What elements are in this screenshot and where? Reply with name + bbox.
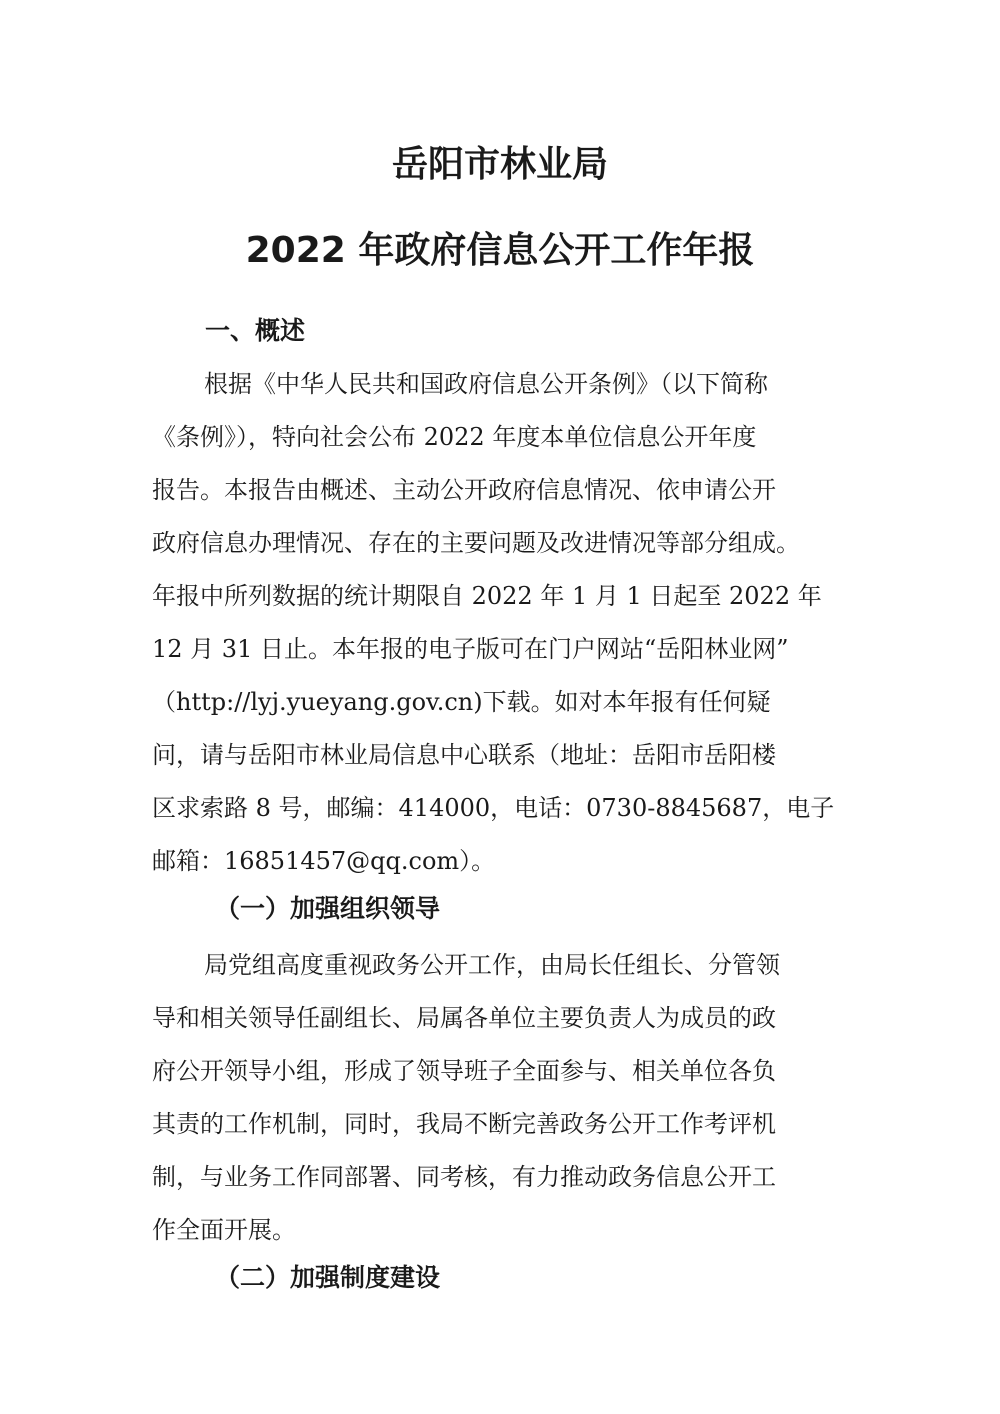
paragraph-line: （http://lyj.yueyang.gov.cn)下载。如对本年报有任何疑 (152, 688, 771, 716)
paragraph-line: 制，与业务工作同部署、同考核，有力推动政务信息公开工 (152, 1163, 776, 1191)
paragraph-line: 报告。本报告由概述、主动公开政府信息情况、依申请公开 (152, 476, 776, 504)
document-title-line2: 2022 年政府信息公开工作年报 (245, 230, 755, 271)
document-title-line1: 岳阳市林业局 (391, 144, 608, 185)
paragraph-line: 《条例》），特向社会公布 2022 年度本单位信息公开年度 (152, 423, 757, 451)
organization-paragraph (152, 939, 852, 1257)
section-heading-overview: 一、概述 (205, 316, 306, 345)
paragraph-line: 导和相关领导任副组长、局属各单位主要负责人为成员的政 (152, 1004, 776, 1032)
subsection-heading-system-building: （二）加强制度建设 (215, 1263, 441, 1292)
paragraph-line: 府公开领导小组，形成了领导班子全面参与、相关单位各负 (152, 1057, 776, 1085)
paragraph-line: 邮箱：16851457@qq.com）。 (152, 847, 496, 875)
paragraph-line: 12 月 31 日止。本年报的电子版可在门户网站“岳阳林业网” (152, 635, 789, 663)
paragraph-line: 其责的工作机制，同时，我局不断完善政务公开工作考评机 (152, 1110, 776, 1138)
overview-paragraph (152, 358, 852, 888)
paragraph-line: 作全面开展。 (152, 1216, 296, 1244)
paragraph-line: 政府信息办理情况、存在的主要问题及改进情况等部分组成。 (152, 529, 800, 557)
paragraph-line: 年报中所列数据的统计期限自 2022 年 1 月 1 日起至 2022 年 (152, 582, 822, 610)
paragraph-line: 根据《中华人民共和国政府信息公开条例》（以下简称 (204, 370, 768, 398)
paragraph-line: 问，请与岳阳市林业局信息中心联系（地址：岳阳市岳阳楼 (152, 741, 776, 769)
paragraph-line: 区求索路 8 号，邮编：414000，电话：0730-8845687，电子 (152, 794, 835, 822)
subsection-heading-organization: （一）加强组织领导 (215, 894, 441, 923)
paragraph-line: 局党组高度重视政务公开工作，由局长任组长、分管领 (204, 951, 780, 979)
